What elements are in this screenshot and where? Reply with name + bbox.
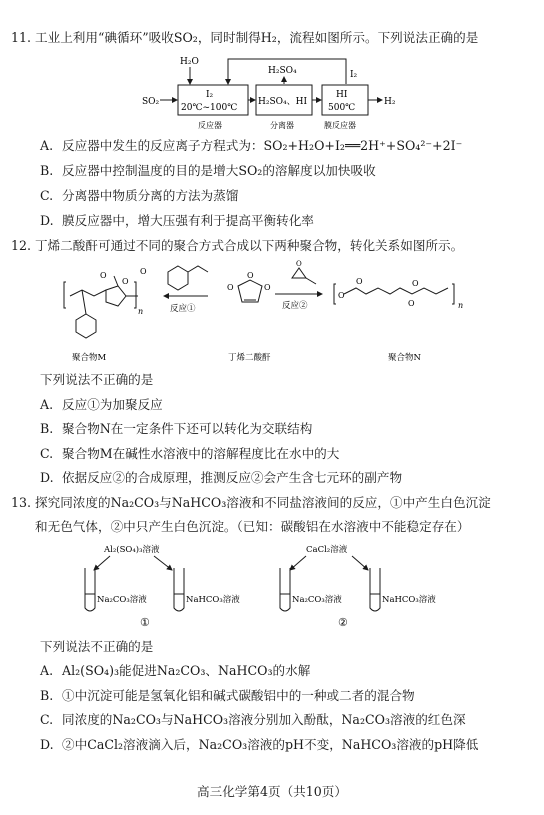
reagent-1-label: Al₂(SO₄)₃溶液 — [104, 545, 160, 555]
q11-option-c: C. 分离器中物质分离的方法为蒸馏 — [40, 188, 239, 203]
arrow-reaction-1-label: 反应① — [170, 304, 196, 314]
tube-1 — [85, 568, 95, 611]
q12-option-a: A. 反应①为加聚反应 — [40, 397, 163, 412]
epoxide-structure — [292, 268, 316, 284]
polymer-m-n: n — [138, 307, 144, 316]
membrane-hi: HI — [336, 90, 348, 100]
membrane-temp: 500℃ — [328, 103, 356, 113]
polymer-m-o2: O — [122, 277, 129, 286]
anhydride-o1: O — [227, 283, 234, 292]
q13-option-c: C. 同浓度的Na₂CO₃与NaHCO₃溶液分别加入酚酞，Na₂CO₃溶液的红色深 — [40, 712, 466, 727]
q11-option-d: D. 膜反应器中，增大压强有利于提高平衡转化率 — [40, 213, 314, 228]
q12-option-c: C. 聚合物M在碱性水溶液中的溶解程度比在水中的大 — [40, 446, 340, 461]
q13-test-tube-diagram — [80, 540, 460, 632]
q11-flow-diagram — [140, 55, 400, 135]
q13-option-d: D. ②中CaCl₂溶液滴入后，Na₂CO₃溶液的pH不变，NaHCO₃溶液的pH降低 — [40, 737, 479, 752]
tube-3-label: Na₂CO₃溶液 — [292, 595, 342, 605]
q11-stem — [11, 29, 478, 46]
anhydride-caption: 丁烯二酸酐 — [228, 353, 271, 363]
h2-label: H₂ — [384, 97, 396, 107]
q11-option-b: B. 反应器中控制温度的目的是增大SO₂的溶解度以加快吸收 — [40, 163, 376, 178]
reagent-2-arrow-b — [352, 556, 368, 570]
tube-1-label: Na₂CO₃溶液 — [97, 595, 147, 605]
q11-option-a: A. 反应器中发生的反应离子方程式为：SO₂+H₂O+I₂══2H⁺+SO₄²⁻+2I⁻ — [40, 138, 463, 153]
separator-contents: H₂SO₄、HI — [258, 97, 308, 107]
q12-option-b: B. 聚合物N在一定条件下还可以转化为交联结构 — [40, 421, 313, 436]
reagent-1-arrow-b — [154, 556, 172, 570]
reactor-i2: I₂ — [206, 90, 214, 100]
q12-structure-diagram — [60, 256, 470, 366]
q13-option-b: B. ①中沉淀可能是氢氧化铝和碱式碳酸铝中的一种或二者的混合物 — [40, 688, 415, 703]
membrane-caption: 膜反应器 — [324, 121, 356, 130]
experiment-2-label: ② — [338, 616, 348, 629]
reagent-2-arrow-a — [290, 556, 306, 570]
q13-stem-line-2: 和无色气体，②中只产生白色沉淀。（已知：碳酸铝在水溶液中不能稳定存在） — [35, 519, 470, 534]
styrene-structure — [168, 266, 208, 290]
q11-stem-text: 工业上利用“碘循环”吸收SO₂，同时制得H₂，流程如图所示。下列说法正确的是 — [35, 30, 479, 45]
q13-option-a: A. Al₂(SO₄)₃能促进Na₂CO₃、NaHCO₃的水解 — [40, 663, 311, 678]
polymer-n-structure — [334, 284, 454, 304]
polymer-n-o2: O — [356, 277, 363, 286]
polymer-n-o1: O — [338, 291, 345, 300]
i2-recycle-label: I₂ — [350, 70, 358, 80]
q12-option-d: D. 依据反应②的合成原理，推测反应②会产生含七元环的副产物 — [40, 470, 403, 485]
reactor-temp: 20℃~100℃ — [181, 103, 238, 113]
h2so4-label: H₂SO₄ — [268, 66, 297, 76]
q11-number: 11. — [11, 30, 32, 45]
q13-stem-line-1 — [11, 494, 491, 511]
q12-number: 12. — [11, 238, 32, 253]
tube-2 — [174, 568, 184, 611]
tube-2-label: NaHCO₃溶液 — [186, 595, 240, 605]
so2-label: SO₂ — [142, 97, 160, 107]
polymer-m-o3: O — [140, 267, 147, 276]
q13-stem-text-1: 探究同浓度的Na₂CO₃与NaHCO₃溶液和不同盐溶液间的反应，①中产生白色沉淀 — [35, 495, 491, 510]
polymer-m-caption: 聚合物M — [72, 353, 107, 363]
polymer-m-o1: O — [100, 271, 107, 280]
polymer-n-o4: O — [412, 279, 419, 288]
polymer-n-n: n — [458, 301, 464, 310]
polymer-n-caption: 聚合物N — [388, 353, 421, 363]
maleic-anhydride-structure — [238, 280, 262, 302]
epoxide-o: O — [296, 260, 302, 268]
h2o-label: H₂O — [180, 57, 199, 67]
anhydride-o2: O — [247, 271, 254, 280]
q12-stem — [11, 237, 463, 254]
separator-caption: 分离器 — [270, 121, 294, 130]
experiment-1-label: ① — [140, 616, 150, 629]
reagent-2-label: CaCl₂溶液 — [306, 545, 348, 555]
q12-stem-text: 丁烯二酸酐可通过不同的聚合方式合成以下两种聚合物，转化关系如图所示。 — [35, 238, 464, 253]
page-footer: 高三化学第4页（共10页） — [197, 784, 347, 799]
q12-prompt: 下列说法不正确的是 — [40, 372, 154, 387]
arrow-reaction-2-label: 反应② — [282, 301, 308, 311]
q13-number: 13. — [11, 495, 32, 510]
tube-4-label: NaHCO₃溶液 — [382, 595, 436, 605]
reactor-caption: 反应器 — [198, 121, 222, 130]
tube-4 — [370, 568, 380, 611]
q13-prompt: 下列说法不正确的是 — [40, 639, 154, 654]
reagent-1-arrow-a — [94, 556, 110, 570]
anhydride-o3: O — [264, 283, 271, 292]
polymer-n-o3: O — [408, 299, 415, 308]
tube-3 — [280, 568, 290, 611]
